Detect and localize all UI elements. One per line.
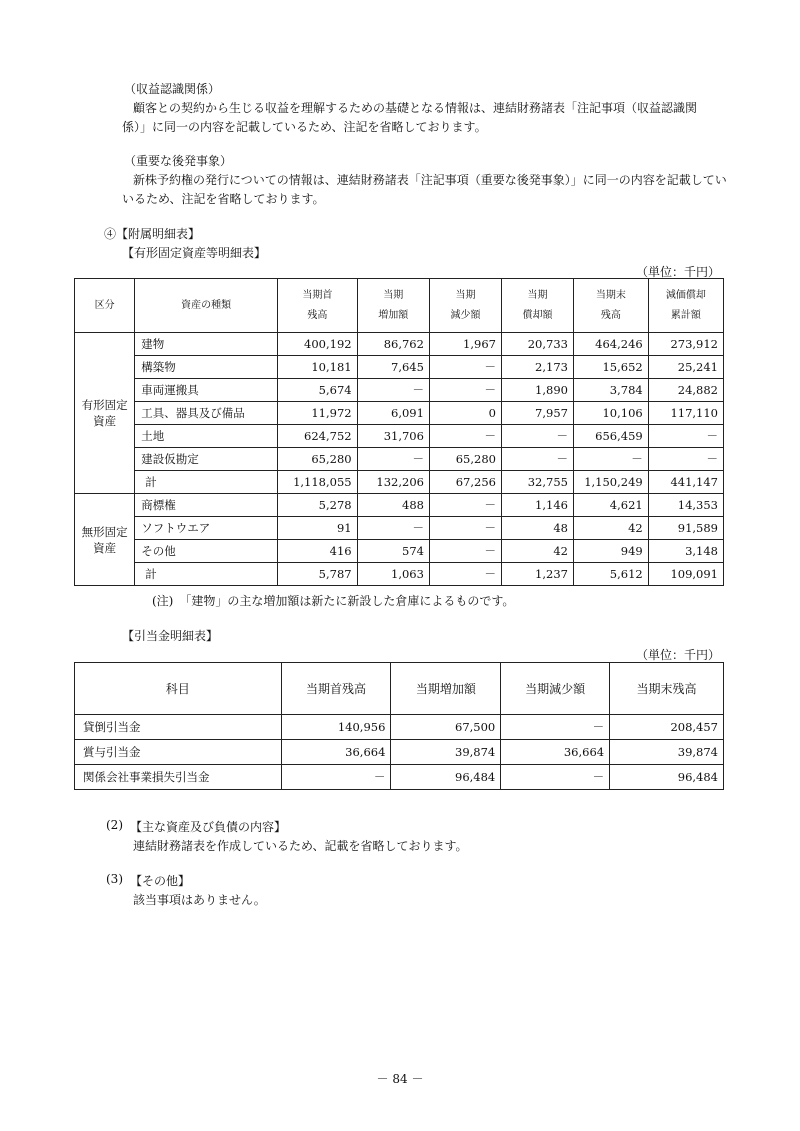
- asset-value: －: [357, 448, 429, 471]
- allowance-value: 96,484: [391, 765, 501, 790]
- asset-value: 117,110: [648, 402, 723, 425]
- header-opening: 当期首 残高: [278, 279, 358, 333]
- allowance-header-increase: 当期増加額: [391, 663, 501, 715]
- header-depreciation: 当期 償却額: [501, 279, 573, 333]
- allowance-value: －: [501, 715, 610, 740]
- fixed-asset-row: [75, 563, 724, 586]
- fixed-asset-row: [75, 517, 724, 540]
- header-accumulated: 減価償却 累計額: [648, 279, 723, 333]
- fixed-assets-unit: （単位：千円）: [635, 265, 720, 279]
- asset-value: －: [429, 425, 501, 448]
- asset-value: 10,181: [278, 356, 358, 379]
- asset-value: 24,882: [648, 379, 723, 402]
- fixed-asset-row: [75, 333, 724, 356]
- asset-value: 91,589: [648, 517, 723, 540]
- asset-value: 1,118,055: [278, 471, 358, 494]
- asset-value: －: [429, 563, 501, 586]
- asset-value: 65,280: [429, 448, 501, 471]
- allowance-header-opening: 当期首残高: [281, 663, 391, 715]
- asset-value: －: [648, 448, 723, 471]
- asset-value: 7,957: [501, 402, 573, 425]
- asset-value: －: [429, 356, 501, 379]
- allowance-item-name: 貸倒引当金: [75, 715, 282, 740]
- asset-value: 25,241: [648, 356, 723, 379]
- asset-value: 5,278: [278, 494, 358, 517]
- tangible-group-label: 有形固定 資産: [75, 333, 135, 494]
- allowance-item-name: 関係会社事業損失引当金: [75, 765, 282, 790]
- asset-value: －: [501, 448, 573, 471]
- fixed-asset-row: [75, 494, 724, 517]
- asset-value: 31,706: [357, 425, 429, 448]
- allowance-value: 39,874: [391, 740, 501, 765]
- allowance-header-item: 科目: [75, 663, 282, 715]
- allowance-row: [75, 715, 724, 740]
- asset-value: 1,237: [501, 563, 573, 586]
- page-number: － 84 －: [376, 1072, 424, 1086]
- asset-value: 3,784: [573, 379, 648, 402]
- asset-name: 車両運搬具: [135, 379, 278, 402]
- section2-number: (2): [106, 818, 123, 832]
- allowance-table: [74, 662, 724, 790]
- allowance-row: [75, 765, 724, 790]
- allowance-value: －: [281, 765, 391, 790]
- allowance-value: －: [501, 765, 610, 790]
- asset-value: 624,752: [278, 425, 358, 448]
- allowance-value: 140,956: [281, 715, 391, 740]
- asset-value: －: [573, 448, 648, 471]
- asset-value: 400,192: [278, 333, 358, 356]
- asset-value: 1,890: [501, 379, 573, 402]
- subsequent-body-line2: いるため、注記を省略しております。: [122, 192, 325, 206]
- schedules-heading: ④【附属明細表】: [104, 227, 201, 241]
- asset-value: －: [429, 379, 501, 402]
- asset-value: 488: [357, 494, 429, 517]
- asset-value: －: [501, 425, 573, 448]
- asset-value: 32,755: [501, 471, 573, 494]
- fixed-assets-note: (注) 「建物」の主な増加額は新たに新設した倉庫によるものです。: [152, 594, 515, 608]
- asset-value: 1,146: [501, 494, 573, 517]
- asset-value: 11,972: [278, 402, 358, 425]
- asset-value: 416: [278, 540, 358, 563]
- asset-value: －: [429, 494, 501, 517]
- asset-value: 15,652: [573, 356, 648, 379]
- asset-name: 建設仮勘定: [135, 448, 278, 471]
- asset-value: 42: [501, 540, 573, 563]
- asset-value: －: [357, 517, 429, 540]
- section3-heading: 【その他】: [130, 874, 191, 888]
- intangible-group-label: 無形固定 資産: [75, 494, 135, 586]
- asset-value: 5,787: [278, 563, 358, 586]
- asset-name: 構築物: [135, 356, 278, 379]
- asset-value: 5,674: [278, 379, 358, 402]
- allowance-title: 【引当金明細表】: [122, 629, 219, 643]
- fixed-assets-title: 【有形固定資産等明細表】: [122, 246, 267, 260]
- fixed-asset-row: [75, 402, 724, 425]
- fixed-assets-table: [74, 278, 724, 586]
- allowance-value: 96,484: [610, 765, 724, 790]
- asset-value: 10,106: [573, 402, 648, 425]
- subsequent-heading: （重要な後発事象）: [124, 154, 233, 168]
- asset-value: 273,912: [648, 333, 723, 356]
- asset-value: 464,246: [573, 333, 648, 356]
- asset-value: －: [429, 517, 501, 540]
- asset-value: －: [648, 425, 723, 448]
- asset-value: 441,147: [648, 471, 723, 494]
- asset-value: 65,280: [278, 448, 358, 471]
- fixed-asset-row: [75, 425, 724, 448]
- asset-name: その他: [135, 540, 278, 563]
- section3-body: 該当事項はありません。: [133, 893, 266, 907]
- section3-number: (3): [106, 872, 123, 886]
- allowance-header-decrease: 当期減少額: [501, 663, 610, 715]
- fixed-asset-row: [75, 379, 724, 402]
- allowance-value: 67,500: [391, 715, 501, 740]
- revenue-heading: （収益認識関係）: [124, 82, 221, 96]
- section2-body: 連結財務諸表を作成しているため、記載を省略しております。: [133, 839, 468, 853]
- asset-name: ソフトウエア: [135, 517, 278, 540]
- asset-value: 67,256: [429, 471, 501, 494]
- fixed-asset-row: [75, 448, 724, 471]
- allowance-item-name: 賞与引当金: [75, 740, 282, 765]
- fixed-assets-header-row: [75, 279, 724, 333]
- asset-name: 計: [135, 563, 278, 586]
- allowance-value: 36,664: [281, 740, 391, 765]
- header-closing: 当期末 残高: [573, 279, 648, 333]
- asset-value: 91: [278, 517, 358, 540]
- asset-value: 0: [429, 402, 501, 425]
- fixed-asset-row: [75, 356, 724, 379]
- allowance-header-closing: 当期末残高: [610, 663, 724, 715]
- asset-value: 42: [573, 517, 648, 540]
- asset-value: 949: [573, 540, 648, 563]
- asset-value: 656,459: [573, 425, 648, 448]
- asset-value: 48: [501, 517, 573, 540]
- asset-value: 6,091: [357, 402, 429, 425]
- allowance-row: [75, 740, 724, 765]
- header-asset-type: 資産の種類: [135, 279, 278, 333]
- fixed-asset-row: [75, 471, 724, 494]
- asset-value: 7,645: [357, 356, 429, 379]
- asset-value: 4,621: [573, 494, 648, 517]
- allowance-value: 208,457: [610, 715, 724, 740]
- asset-name: 土地: [135, 425, 278, 448]
- revenue-body-line1: 顧客との契約から生じる収益を理解するための基礎となる情報は、連結財務諸表「注記事項（収益認識関: [133, 101, 698, 115]
- asset-value: 109,091: [648, 563, 723, 586]
- allowance-value: 36,664: [501, 740, 610, 765]
- asset-value: 20,733: [501, 333, 573, 356]
- asset-value: －: [429, 540, 501, 563]
- asset-value: 1,967: [429, 333, 501, 356]
- asset-name: 商標権: [135, 494, 278, 517]
- asset-value: 1,150,249: [573, 471, 648, 494]
- asset-value: 132,206: [357, 471, 429, 494]
- asset-value: 86,762: [357, 333, 429, 356]
- allowance-header-row: [75, 663, 724, 715]
- fixed-asset-row: [75, 540, 724, 563]
- header-increase: 当期 増加額: [357, 279, 429, 333]
- subsequent-body-line1: 新株予約権の発行についての情報は、連結財務諸表「注記事項（重要な後発事象）」に同一の内容を記載してい: [133, 173, 727, 187]
- asset-name: 計: [135, 471, 278, 494]
- allowance-value: 39,874: [610, 740, 724, 765]
- asset-name: 工具、器具及び備品: [135, 402, 278, 425]
- asset-name: 建物: [135, 333, 278, 356]
- asset-value: 3,148: [648, 540, 723, 563]
- revenue-body-line2: 係）」に同一の内容を記載しているため、注記を省略しております。: [122, 120, 487, 134]
- asset-value: －: [357, 379, 429, 402]
- asset-value: 574: [357, 540, 429, 563]
- asset-value: 14,353: [648, 494, 723, 517]
- asset-value: 1,063: [357, 563, 429, 586]
- asset-value: 2,173: [501, 356, 573, 379]
- header-kubun: 区分: [75, 279, 135, 333]
- asset-value: 5,612: [573, 563, 648, 586]
- section2-heading: 【主な資産及び負債の内容】: [130, 820, 287, 834]
- header-decrease: 当期 減少額: [429, 279, 501, 333]
- allowance-unit: （単位：千円）: [635, 648, 720, 662]
